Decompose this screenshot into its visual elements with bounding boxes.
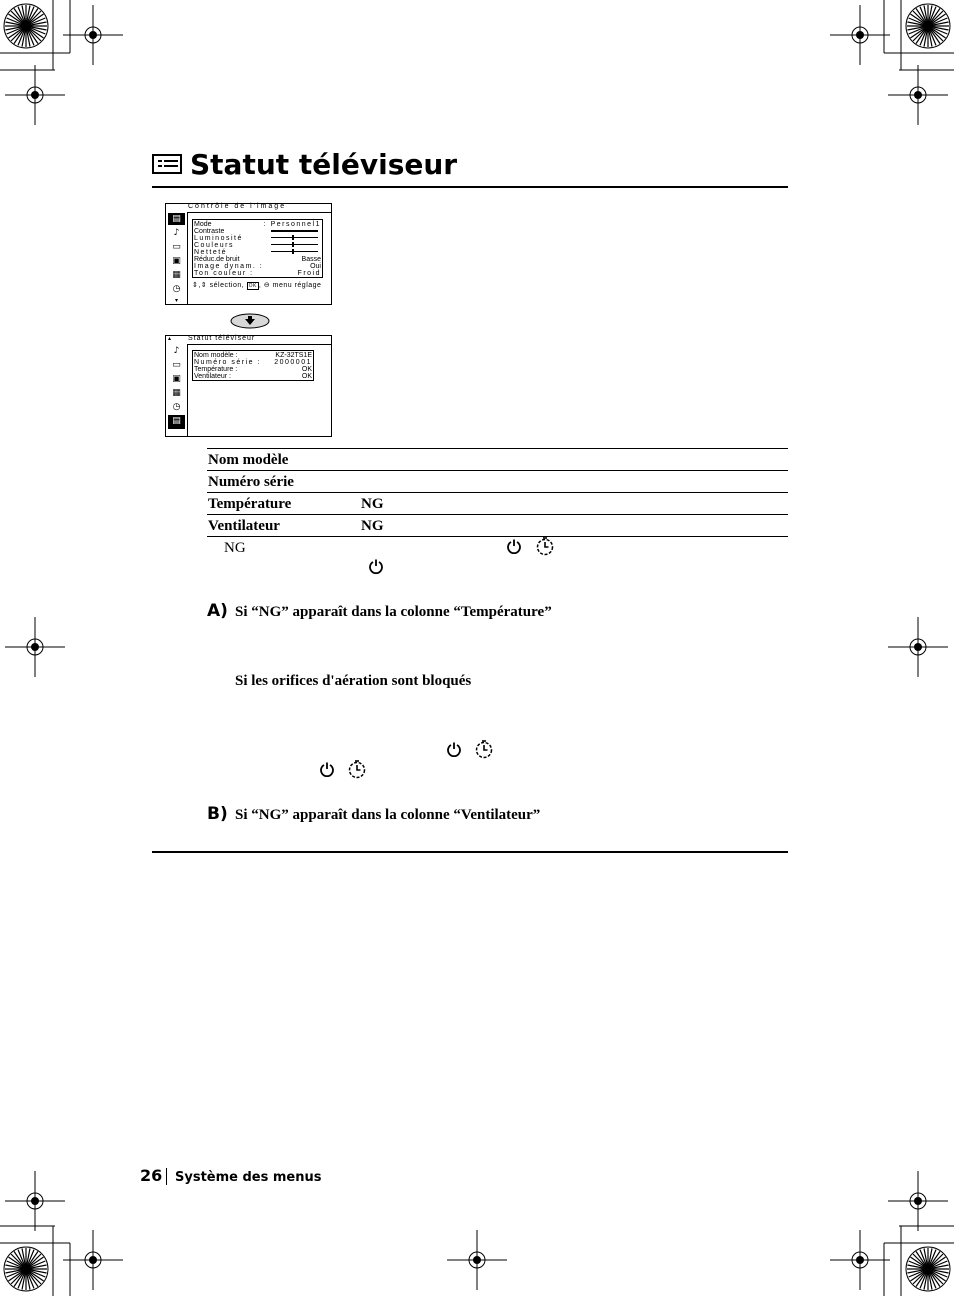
joystick-down-icon <box>230 313 270 329</box>
menu-settings-box <box>192 219 323 278</box>
menu-sidebar <box>166 344 188 437</box>
menu-row-value: OK <box>301 373 312 380</box>
hint-select: sélection, <box>209 282 245 289</box>
section-a-heading: Si “NG” apparaît dans la colonne “Température” <box>235 604 552 620</box>
ok-icon: OK <box>248 283 257 289</box>
sharpness-level-bar <box>271 251 318 252</box>
menu-row-label: Netteté <box>194 249 228 256</box>
menu-row-value: Froid <box>297 270 321 277</box>
menu-row-label: Température : <box>194 366 238 373</box>
table-row-ng: NG <box>361 496 384 512</box>
bottom-rule <box>152 851 788 853</box>
contrast-level-bar <box>271 230 318 232</box>
tv-settings-icon: ▣ <box>172 256 181 266</box>
table-row-label: Nom modèle <box>208 452 289 468</box>
screen-icon: ▭ <box>172 242 181 252</box>
timer-icon <box>347 759 367 779</box>
footer-separator <box>166 1168 167 1185</box>
scroll-down-icon: ▾ <box>174 297 178 304</box>
menu-row-label: Luminosité <box>194 235 243 242</box>
tv-status-icon: ▤ <box>168 415 185 429</box>
table-row-label: Ventilateur <box>208 518 280 534</box>
section-b-letter: B) <box>207 804 228 824</box>
power-icon <box>368 558 384 574</box>
menu-title: Statut téléviseur <box>188 335 256 342</box>
tv-status-icon <box>152 154 182 174</box>
tv-status-menu-screen <box>165 335 332 437</box>
table-row <box>207 448 788 470</box>
menu-row-label: Ton couleur : <box>194 270 254 277</box>
menu-row-value: 2000001 <box>274 359 312 366</box>
menu-row-value: Oui <box>310 263 321 270</box>
section-a-letter: A) <box>207 601 228 621</box>
section-b-heading: Si “NG” apparaît dans la colonne “Ventilateur” <box>235 807 541 823</box>
timer-icon: ◷ <box>172 284 181 294</box>
brightness-level-bar <box>271 237 318 238</box>
menu-row-label: Image dynam. : <box>194 263 264 270</box>
tv-preset-icon: ▦ <box>172 388 181 398</box>
menu-row-label: Numéro série : <box>194 359 261 366</box>
menu-row-value: KZ-32TS1E <box>275 352 312 359</box>
screen-icon: ▭ <box>172 360 181 370</box>
page-number: 26 <box>140 1166 163 1185</box>
color-level-bar <box>271 244 318 245</box>
menu-row-label: Réduc.de bruit <box>194 256 240 263</box>
table-row <box>207 514 788 536</box>
ng-note-label: NG <box>224 540 246 556</box>
music-note-icon: ♪ <box>173 228 180 238</box>
timer-icon <box>535 536 555 556</box>
up-down-icon: ⇕,⇕ <box>192 282 208 289</box>
table-row <box>207 492 788 514</box>
section-a-subheading: Si les orifices d'aération sont bloqués <box>235 673 472 689</box>
timer-icon: ◷ <box>172 402 181 412</box>
menu-sidebar <box>166 212 188 305</box>
hint-menu: menu réglage <box>272 282 322 289</box>
menu-title: Contrôle de l'image <box>188 203 287 210</box>
scroll-up-icon: ▴ <box>168 336 172 342</box>
table-row-label: Numéro série <box>208 474 294 490</box>
status-table <box>207 448 788 537</box>
menu-row-label: Contraste <box>194 228 225 235</box>
picture-control-menu-screen <box>165 203 332 305</box>
menu-row-value: : Personnel1 <box>263 221 321 228</box>
menu-navigation-hint: ⇕,⇕ sélection, OK , ⊖ menu réglage <box>192 282 322 289</box>
title-bar <box>152 146 788 188</box>
table-row <box>207 470 788 492</box>
menu-row-value: OK <box>301 366 312 373</box>
enter-icon: ⊖ <box>263 282 271 289</box>
table-row-ng: NG <box>361 518 384 534</box>
menu-row-value: Basse <box>301 256 321 263</box>
picture-icon: ▤ <box>168 213 185 225</box>
menu-row-label: Couleurs <box>194 242 235 249</box>
table-row-label: Température <box>208 496 292 512</box>
music-note-icon: ♪ <box>173 346 180 356</box>
page-title: Statut téléviseur <box>190 148 458 181</box>
tv-settings-icon: ▣ <box>172 374 181 384</box>
power-icon <box>446 741 462 757</box>
menu-row-label: Ventilateur : <box>194 373 231 380</box>
power-icon <box>506 538 522 554</box>
brightness-level-marker <box>292 235 294 240</box>
power-icon <box>319 761 335 777</box>
tv-status-box <box>192 350 314 381</box>
tv-preset-icon: ▦ <box>172 270 181 280</box>
timer-icon <box>474 739 494 759</box>
footer-section-name: Système des menus <box>175 1170 322 1185</box>
sharpness-level-marker <box>292 249 294 254</box>
color-level-marker <box>292 242 294 247</box>
menu-row-label: Nom modèle : <box>194 352 238 359</box>
menu-row-label: Mode <box>194 221 212 228</box>
